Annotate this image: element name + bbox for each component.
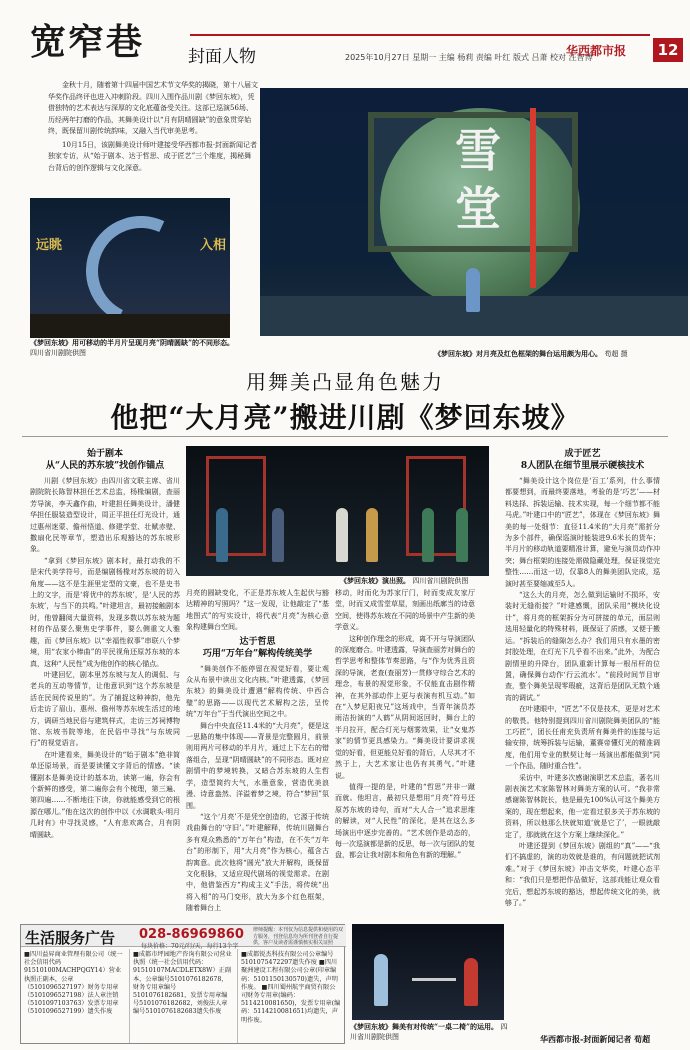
- article-column-2: [186, 588, 329, 915]
- intro-text: [48, 80, 258, 176]
- article-paragraph: 值得一提的是，叶建的“哲思”并非一蹴而就。他坦言，最初只是想用“月亮”符号还原苏东坡的诗句，而对“大人合一”追求思维的解读，对“人民性”的深化，是其在这么多场演出中逐步完善的。“艺术创作是动态的，每一次巡演都是新的反思，每一次与团队的复盘，都会让我对剧本和角色有新的理解。”: [335, 782, 475, 860]
- article-paragraph: 采访中，叶建多次感谢演职艺术总监，著名川剧表演艺术家陈智林对舞美方案的认可。“我非常感谢陈智林院长，他是最先100%认可这个舞美方案的，现在想起来，他一定看过很多关于苏东坡的资料，所以他那么快就知道‘就是它了’，一眼就敲定了，那就就在这个方案上继续深化。”: [505, 773, 660, 839]
- newspaper-logo: 华西都市报: [566, 44, 627, 58]
- photo-caption: [434, 349, 690, 359]
- intro-paragraph: 金秋十月，随着第十四届中国艺术节文华奖的揭晓，第十八届文华奖作品终评也进入冲刺阶段。四川入围作品川剧《梦回东坡》，凭借独特的艺术表达与深厚的文化底蕴备受关注。这部已巡演56场、历经两年打磨的作品，其舞美设计以“月有阴晴圆缺”的意象贯穿始终，既保留川剧传统韵味，又融入当代审美思考。: [48, 81, 258, 135]
- article-paragraph: “这么大的月亮，怎么做到运输时不损坏，安装时无缝衔接？”叶建感慨，团队采用“模块化设计”，将月亮的框架拆分为可拼接的单元，面层则选用轻量化的特殊材料，既保证了质感，又便于搬运。“拆装后的缝隙怎么办？我们用只有水墨的密封胶处理，在灯光下几乎看不出来。”此外，为配合剧情里的升降台，团队重新计算每一根吊杆的位置，确保舞台动作‘行云流水’。“前段时间节目审查，整个舞美呈现零瑕疵，这背后是团队无数个通宵的调试。”: [505, 591, 660, 702]
- article-paragraph: 在叶建眼中，“匠艺”不仅是技术，更是对艺术的敬畏。他特别提到四川省川剧院舞美团队的“能工巧匠”，团长任甫充负责所有舞美件的连接与运输安排，统筹拆装与运输，董赛帝懂灯光的精准调度，他们用专业的默契让每一场演出都能做到“同一个作品，随时重合性”。: [505, 705, 660, 771]
- article-paragraph: 川剧《梦回东坡》由四川省文联主席、省川剧院院长陈智林担任艺术总监，杨椽编剧，查丽芳导演，李天鑫作曲，叶建担任舞美设计，潘健华担任服装造型设计，周正平担任灯光设计，通过惠州迷蒙、儋州悟道、修建学堂、壮赋赤壁、撒扇化民等章节，塑造出乐观豁达的苏东坡形象。: [30, 477, 180, 554]
- ad-listing: ■四川益昇商业管理有限公司（统一社会信用代码91510100MACHPQGY14）营业执照正副本，公章（5101096527197）财务专用章（5101096527198）法人章注销（5101097103763）发票专用章（5101096527199）遗失作废: [24, 951, 123, 1016]
- article-paragraph: “这个‘月亮’不是凭空创造的，它源于传统戏曲舞台的‘守旧’。”叶建解释，传统川剧舞台多有观众熟悉的“万年台”构造，在不失“万年台”的形制下，用“大月亮”作为核心，蕴含古韵寓意。此次他将“圆光”放大并解构，既保留文化根脉，又适应现代剧场的视觉需求。在剧中，他借鉴西方“构成主义”手法，将传统“出将入相”的马门变形，放大为多个红色框架，随着舞台上: [186, 812, 329, 913]
- caption-source: 四川省川剧院供图: [350, 1023, 508, 1041]
- actor-figure: [422, 508, 434, 562]
- ad-listing: ■成都锐杰科技有限公司公章编号5101075472297遗失作废 ■四川聚洲建设工程有限公司公章(印章编码：5101150130570)遗失，声明作废。 ■四川蜀州航宇商贸有限公司财务专用章(编码：5114210081650)，发票专用章(编码：5114210081651)均遗失，声明作废。: [237, 949, 344, 1043]
- article-column-3: [335, 588, 475, 862]
- actor-figure: [216, 508, 228, 562]
- ad-note: 律师提醒：本刊仅为信息提供和使用的双方服务，刊登信息均为所刊登者自行提供，客户及读者需谨慎核实相关证照: [253, 927, 344, 946]
- red-frame-bar: [530, 108, 536, 288]
- caption-source: 苟超 摄: [604, 350, 628, 358]
- column-heading: 成于匠艺 8人团队在细节里展示硬核技术: [520, 449, 645, 471]
- section-name: 封面人物: [188, 47, 256, 67]
- caption-source: 四川省川剧院供图: [412, 577, 469, 585]
- divider: [22, 436, 668, 437]
- article-paragraph: 在叶建看来，舞美设计的“始于剧本”绝非简单还原场景，而是要读懂文字背后的情感。“读懂剧本是舞美设计的基本功，读第一遍，你会有个新鲜的感受，第二遍你会有个梳理，第三遍、第四遍……不断地往下读，你就能感受到它的根源在哪儿。”他在这次的创作中以《水调歌头·明月几时有》中寻找灵感，“人有悲欢离合，月有阴晴圆缺。: [30, 750, 180, 839]
- intro-paragraph: 10月15日，该剧舞美设计师叶建接受华西都市报·封面新闻记者独家专访，从“始于剧本、达于哲思、成于匠艺”三个维度，揭秘舞台背后的创作逻辑与文化深意。: [48, 140, 258, 172]
- stage-floor: [30, 314, 230, 338]
- actor-figure: [456, 508, 468, 562]
- article-paragraph: 叶建还提到《梦回东坡》剧组的“真”——“我们不搞虚的，演的功效就是谁的，有问题就把试剂难。”对于《梦回东坡》冲击文华奖，叶建心态平和：“我们只是想把作品做好，这部戏能让观众看完后，想起苏东坡的豁达，想起传统文化的美，就够了。”: [505, 842, 660, 908]
- caption-text: 《梦回东坡》用可移动的半月片呈现月亮“阴晴圆缺”的不同形态。: [30, 338, 235, 347]
- classified-ad-box: [20, 924, 345, 1044]
- photo-caption: [350, 1022, 510, 1042]
- header-rule: [190, 34, 650, 36]
- ad-phone: 028-86969860: [139, 927, 244, 942]
- moon-text-left: 远眺: [36, 238, 63, 253]
- ad-listings: [21, 949, 346, 1043]
- actor-figure: [336, 508, 348, 562]
- actor-figure: [374, 954, 388, 1006]
- actor-figure: [464, 958, 478, 1006]
- photo-caption: [340, 576, 500, 586]
- column-heading: 始于剧本 从“人民的苏东坡”找创作锚点: [45, 449, 165, 471]
- article-paragraph: “拿到《梦回东坡》剧本时，最打动我的不是宋代美学符号，而是编剧杨椽对苏东坡的切入角度——这不是生涯里定型的文豪，也不是史书上的文字，而是‘将优中的苏东坡’，是‘人民的苏东坡’，与当下的共鸣。”叶建坦言，最初接触剧本时，他曾翻阅大量资料，发现多数以苏东坡为题材的作品要么聚焦史学事件，要么侧重文人雅趣，而《梦回东坡》以“幸福性叙事”串联八个梦境，用“农家小棒曲”的平民视角还原苏东坡的本真，这种“人民性”成为他创作的核心锚点。: [30, 556, 180, 668]
- stage-photo: [260, 88, 688, 336]
- reporter-credit: 华西都市报-封面新闻记者 荀超: [540, 1034, 651, 1044]
- article-paragraph: 舞台中央直径11.4米的“大月亮”，便是这一思路的集中体现——背景是完整圆月，前景则用两片可移动的半月片，通过上下左右的错落组合，呈现“阴晴圆缺”的不同形态。既对应剧情中的梦境转换，又暗合苏东坡的人生哲学，造型简约大气，水墨意象，营造优美浪漫、诗意盎然、洋溢着梦之境，符合“梦回”氛围。: [186, 721, 329, 810]
- article-paragraph: “舞美创作不能停留在视觉好看，要让观众从布景中读出文化内核。”叶建透露，《梦回东坡》的舞美设计遭遇“解构传统、中西合璧”的思路——以现代艺术解构之法，呈传统“万年台”于当代演出空间之中。: [186, 664, 329, 719]
- masthead-title: 宽窄巷: [30, 22, 145, 63]
- ad-title: 生活服务广告: [25, 929, 116, 947]
- caption-text: 《梦回东坡》舞美有对传统“一桌二椅”的运用。: [350, 1022, 499, 1031]
- moon-text-right: 入相: [200, 238, 227, 253]
- article-column-4: [505, 446, 660, 909]
- actor-figure: [366, 508, 378, 562]
- actor-figure: [272, 508, 284, 562]
- article-paragraph: “舞美设计这个岗位是‘百工’系列，什么事情都要想到，而最终要落地，考验的是‘巧艺’——材料选择、拆装运输、技术实现，每一个细节都不能马虎。”叶建口中的“匠艺”，体现在《梦回东坡》舞美的每一处细节：直径11.4米的“大月亮”需折分为多个部件，确保巡演时能装进9.6米长的货车；半月片的移动轨道要精准计算，避免与演员动作冲突；舞台框架的连接处需做隐藏处理，保证视觉完整性……而这一切，仅靠8人的舞美团队完成，巡演时甚至要缩减至5人。: [505, 477, 660, 588]
- ad-listing: ■成都市坪园地产咨询有限公司营业执照（统一社会信用代码：91510107MACDLETX8W）正副本，公章编号5101076182678，财务专用章编号5101076182681，发票专用章编号5101076182682，刘俊法人章编号5101076182683遗失作废: [129, 949, 236, 1043]
- caption-text: 《梦回东坡》演出照。: [340, 576, 410, 585]
- article-paragraph: 叶建回忆，剧本里苏东坡与友人的调侃、与老兵的互动等情节，让他意识到“这个苏东坡是活在民间传说里的”。为了捕捉这种神韵，他先后走访了眉山、惠州、儋州等苏东坡生活过的地方，调研当地民俗与建筑样式，走访三苏祠博物馆、东坡书院等地，在民俗中寻找“与东坡同行”的视觉语言。: [30, 670, 180, 748]
- page-header: [0, 0, 690, 68]
- performer-figure: [466, 268, 480, 312]
- article-paragraph: 移动，时而化为苏家厅门，时而变成友家厅堂，时而又成雪堂草屋，刻画出纸廓当的诗意空间，使得苏东坡在不同的场景中产生新的美学意义。: [335, 589, 475, 632]
- stage-table: [412, 978, 456, 1002]
- table-chairs-photo: [352, 924, 504, 1020]
- issue-meta: 2025年10月27日 星期一 主编 杨莉 责编 叶红 版式 吕萧 校对 汪智博: [345, 53, 593, 62]
- caption-text: 《梦回东坡》对月亮及红色框架的舞台运用颇为用心。: [434, 349, 602, 358]
- stage-calligraphy: 雪堂: [448, 126, 502, 242]
- main-headline: 他把“大月亮”搬进川剧《梦回东坡》: [110, 401, 580, 434]
- red-door-frame: [206, 456, 266, 556]
- article-column-1: [30, 446, 180, 841]
- ad-price: 每块价格：70元/行/天，每行13个字: [141, 943, 239, 950]
- article-paragraph: 这种创作理念的形成，离不开与导演团队的深度磨合。叶建透露，导演查丽芳对舞台的哲学思考和整体节奏思路，与“作为优秀且资深的导演，老查(查丽芳)一贯修守综合艺术的理念，布景的视觉形象，不仅能直击剧作精神，在其外部动作上更与表演有机互动。”如在“入梦尼阳夜兄”这场戏中，当青年演员苏雨洁扮演的“人鹤”从阴间返回时，舞台上的半月拉开，配合灯光与烟雾效果，让“女鬼苏家”的情节更具感染力。“舞美设计要讲求视觉的好看，但更能兑好看的背后，人尽其才不然于上，大艺术家让也仍有其勇气。”叶建说。: [335, 634, 475, 780]
- article-paragraph: 月亮的圆缺变化，不正是苏东坡人生起伏与豁达精神的写照吗？”这一发现，让他敲定了“基地图式”的写实设计，将代表“月亮”为核心意象构建舞台空间。: [186, 589, 329, 632]
- performance-photo: [186, 446, 489, 576]
- photo-caption: [30, 338, 236, 358]
- page-number: 12: [653, 38, 683, 62]
- caption-source: 四川省川剧院供图: [30, 349, 86, 357]
- half-moon-photo: [30, 198, 230, 338]
- sub-headline: 用舞美凸显角色魅力: [246, 370, 444, 394]
- column-heading: 达于哲思 巧用“万年台”解构传统美学: [202, 636, 313, 659]
